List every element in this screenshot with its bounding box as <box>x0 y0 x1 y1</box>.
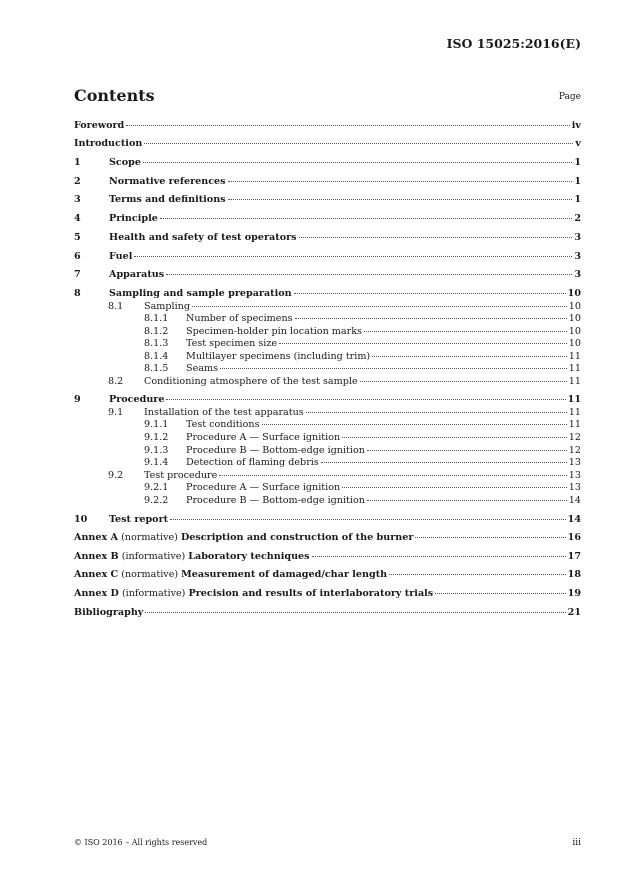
toc-entry[interactable] <box>74 157 581 169</box>
toc-entry-page: 16 <box>567 532 581 543</box>
dot-leader <box>389 574 566 575</box>
toc-entry[interactable] <box>74 313 581 324</box>
dot-leader <box>126 125 570 126</box>
contents-heading: Contents <box>74 86 155 105</box>
dot-leader <box>342 487 567 488</box>
toc-entry-number: 9 <box>74 394 81 405</box>
dot-leader <box>134 256 572 257</box>
toc-entry-page: 10 <box>568 313 581 324</box>
annex-title: Description and construction of the burner <box>180 532 414 543</box>
toc-entry[interactable] <box>74 363 581 374</box>
dot-leader <box>367 500 567 501</box>
toc-entry-page: 2 <box>574 213 581 224</box>
toc-entry-number: 8.2 <box>108 376 124 387</box>
toc-entry-page: v <box>575 138 581 149</box>
toc-entry-page: 10 <box>568 301 581 312</box>
toc-entry[interactable] <box>74 376 581 387</box>
toc-entry-title: Sampling and sample preparation <box>109 288 292 299</box>
toc-entry-number: 9.1.3 <box>144 445 169 456</box>
toc-entry-title: Conditioning atmosphere of the test sample <box>144 376 358 387</box>
toc-entry-page: 12 <box>568 445 581 456</box>
toc-entry-page: 12 <box>568 432 581 443</box>
toc-entry[interactable] <box>74 120 581 132</box>
toc-entry-title <box>74 569 387 581</box>
toc-entry-page: 3 <box>574 232 581 243</box>
standard-id: ISO 15025:2016(E) <box>446 36 581 51</box>
toc-entry[interactable] <box>74 445 581 456</box>
toc-entry-number: 8.1.2 <box>144 326 169 337</box>
dot-leader <box>160 218 572 219</box>
toc-entry-number: 4 <box>74 213 81 224</box>
dot-leader <box>220 368 567 369</box>
toc-entry-title: Number of specimens <box>186 313 293 324</box>
toc-entry[interactable] <box>74 588 581 600</box>
toc-entry-page: 11 <box>568 376 581 387</box>
toc-entry[interactable] <box>74 176 581 188</box>
toc-entry-number: 8.1.1 <box>144 313 169 324</box>
annex-label: Annex C <box>74 569 119 580</box>
toc-entry-page: 13 <box>568 470 581 481</box>
toc-entry[interactable] <box>74 495 581 506</box>
dot-leader <box>166 399 565 400</box>
toc-entry-title <box>74 551 310 563</box>
toc-entry-title: Test procedure <box>144 470 218 481</box>
toc-entry-page: 11 <box>568 363 581 374</box>
toc-entry-title: Procedure A — Surface ignition <box>186 482 341 493</box>
dot-leader <box>372 356 567 357</box>
toc-entry-number: 8.1 <box>108 301 124 312</box>
toc-entry[interactable] <box>74 351 581 362</box>
toc-entry-page: 10 <box>567 288 581 299</box>
dot-leader <box>342 437 567 438</box>
toc-entry-page: 14 <box>568 495 581 506</box>
toc-entry-page: 11 <box>568 419 581 430</box>
toc-entry[interactable] <box>74 194 581 206</box>
toc-entry-number: 9.2 <box>108 470 124 481</box>
page-column-label: Page <box>558 92 581 102</box>
toc-entry-number: 6 <box>74 251 81 262</box>
toc-entry[interactable] <box>74 607 581 619</box>
dot-leader <box>166 274 572 275</box>
toc-entry-page: 3 <box>574 251 581 262</box>
toc-entry-title: Sampling <box>144 301 190 312</box>
toc-entry-page: 18 <box>567 569 581 580</box>
dot-leader <box>145 612 565 613</box>
toc-entry-title: Test report <box>109 514 169 525</box>
toc-entry-number: 3 <box>74 194 81 205</box>
annex-title: Laboratory techniques <box>188 551 310 562</box>
toc-entry[interactable] <box>74 551 581 563</box>
toc-entry-page: 11 <box>568 351 581 362</box>
dot-leader <box>321 462 567 463</box>
annex-title: Measurement of damaged/char length <box>181 569 388 580</box>
dot-leader <box>295 318 567 319</box>
toc-entry-title: Specimen-holder pin location marks <box>186 326 362 337</box>
toc-entry-number: 9.2.1 <box>144 482 169 493</box>
toc-entry-page: 13 <box>568 457 581 468</box>
toc-entry-title: Test specimen size <box>186 338 278 349</box>
dot-leader <box>170 519 566 520</box>
dot-leader <box>192 306 567 307</box>
toc-entry-title: Bibliography <box>74 607 144 618</box>
toc-entry-title <box>74 532 413 544</box>
footer-page-number: iii <box>572 838 581 848</box>
toc-entry[interactable] <box>74 419 581 430</box>
toc-entry-page: 1 <box>574 157 581 168</box>
dot-leader <box>262 424 567 425</box>
toc-entry-number: 10 <box>74 514 88 525</box>
toc-entry[interactable] <box>74 251 581 263</box>
toc-entry-number: 9.1.2 <box>144 432 169 443</box>
toc-entry-page: 1 <box>574 194 581 205</box>
toc-entry-number: 8 <box>74 288 81 299</box>
toc-entry-title: Foreword <box>74 120 125 131</box>
toc-entry[interactable] <box>74 269 581 281</box>
dot-leader <box>299 237 573 238</box>
dot-leader <box>312 556 566 557</box>
toc-entry-page: 19 <box>567 588 581 599</box>
toc-entry-title: Terms and definitions <box>109 194 226 205</box>
toc-entry[interactable] <box>74 138 581 150</box>
toc-entry[interactable] <box>74 288 581 300</box>
annex-title: Precision and results of interlaboratory trials <box>188 588 434 599</box>
toc-entry-number: 9.2.2 <box>144 495 169 506</box>
toc-entry-page: 14 <box>567 514 581 525</box>
dot-leader <box>144 143 573 144</box>
toc-entry-number: 1 <box>74 157 81 168</box>
toc-entry-title: Procedure A — Surface ignition <box>186 432 341 443</box>
dot-leader <box>143 162 572 163</box>
toc-entry-number: 9.1.1 <box>144 419 169 430</box>
toc-entry-title: Introduction <box>74 138 143 149</box>
toc-entry[interactable] <box>74 394 581 406</box>
annex-type: (normative) <box>118 569 182 580</box>
toc-entry-page: 21 <box>567 607 581 618</box>
toc-entry-title: Fuel <box>109 251 133 262</box>
toc-entry-page: 1 <box>574 176 581 187</box>
toc-entry-page: 11 <box>568 407 581 418</box>
toc-entry-title: Installation of the test apparatus <box>144 407 304 418</box>
toc-entry-page: 3 <box>574 269 581 280</box>
toc-entry-page: 10 <box>568 326 581 337</box>
toc-entry-title: Test conditions <box>186 419 260 430</box>
toc-entry-number: 2 <box>74 176 81 187</box>
toc-entry-title: Detection of flaming debris <box>186 457 319 468</box>
toc-entry-title: Procedure B — Bottom-edge ignition <box>186 445 365 456</box>
dot-leader <box>228 181 573 182</box>
toc-entry[interactable] <box>74 213 581 225</box>
toc-entry-page: iv <box>571 120 581 131</box>
annex-type: (informative) <box>118 551 189 562</box>
toc-entry[interactable] <box>74 407 581 418</box>
dot-leader <box>435 593 565 594</box>
toc-entry[interactable] <box>74 532 581 544</box>
dot-leader <box>415 537 565 538</box>
toc-entry-title: Apparatus <box>109 269 165 280</box>
toc-entry-page: 11 <box>567 394 581 405</box>
toc-entry-number: 8.1.3 <box>144 338 169 349</box>
toc-entry[interactable] <box>74 301 581 312</box>
toc-entry[interactable] <box>74 232 581 244</box>
annex-type: (normative) <box>118 532 181 543</box>
toc-entry-title: Scope <box>109 157 141 168</box>
toc-entry[interactable] <box>74 569 581 581</box>
dot-leader <box>364 331 567 332</box>
toc-entry[interactable] <box>74 470 581 481</box>
annex-type: (informative) <box>118 588 189 599</box>
toc-entry-number: 8.1.5 <box>144 363 169 374</box>
footer-copyright: © ISO 2016 – All rights reserved <box>74 838 208 847</box>
toc-entry-number: 7 <box>74 269 81 280</box>
toc-entry-title: Health and safety of test operators <box>109 232 297 243</box>
toc-entry[interactable] <box>74 326 581 337</box>
toc-entry[interactable] <box>74 338 581 349</box>
annex-label: Annex A <box>74 532 119 543</box>
dot-leader <box>367 450 567 451</box>
toc-entry-title <box>74 588 433 600</box>
annex-label: Annex D <box>74 588 119 599</box>
toc-entry-title: Procedure B — Bottom-edge ignition <box>186 495 365 506</box>
dot-leader <box>279 343 567 344</box>
dot-leader <box>294 293 566 294</box>
toc-entry-title: Multilayer specimens (including trim) <box>186 351 371 362</box>
toc-entry[interactable] <box>74 482 581 493</box>
toc-entry-number: 9.1.4 <box>144 457 169 468</box>
toc-entry-page: 13 <box>568 482 581 493</box>
toc-entry-number: 5 <box>74 232 81 243</box>
toc-entry-page: 10 <box>568 338 581 349</box>
toc-entry-number: 8.1.4 <box>144 351 169 362</box>
dot-leader <box>228 199 573 200</box>
toc-entry-title: Procedure <box>109 394 165 405</box>
dot-leader <box>219 475 566 476</box>
toc-entry-title: Seams <box>186 363 218 374</box>
dot-leader <box>306 412 567 413</box>
toc-entry-number: 9.1 <box>108 407 124 418</box>
annex-label: Annex B <box>74 551 119 562</box>
toc-entry-page: 17 <box>567 551 581 562</box>
toc-entry[interactable] <box>74 514 581 526</box>
toc-entry-title: Principle <box>109 213 158 224</box>
toc-entry[interactable] <box>74 432 581 443</box>
toc-entry[interactable] <box>74 457 581 468</box>
dot-leader <box>360 381 567 382</box>
toc-entry-title: Normative references <box>109 176 226 187</box>
